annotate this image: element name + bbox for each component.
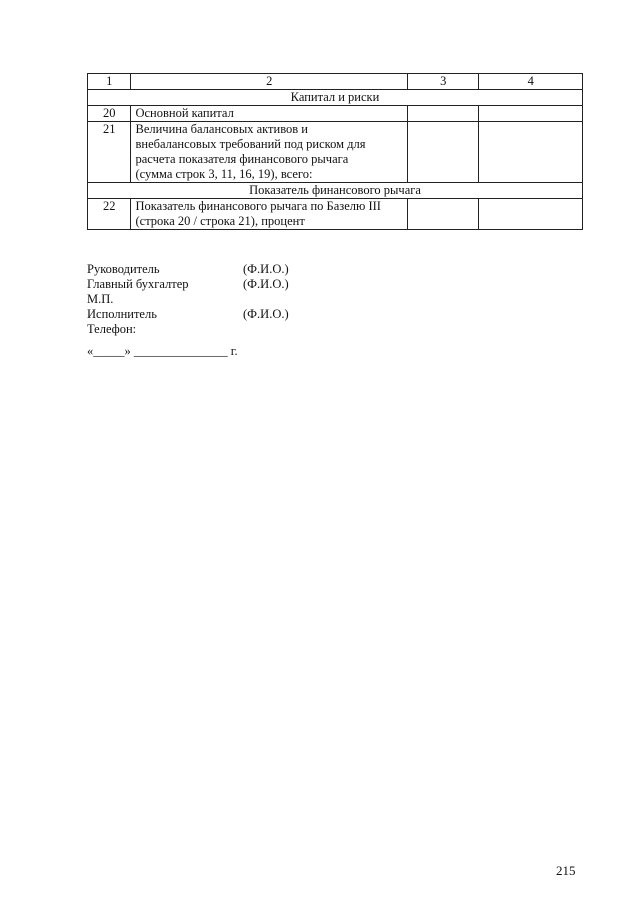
page-number: 215 bbox=[556, 863, 576, 878]
date-line: «_____» _______________ г. bbox=[87, 344, 238, 358]
value-cell-4 bbox=[479, 122, 583, 183]
executor-fio: (Ф.И.О.) bbox=[243, 307, 289, 321]
signature-row-phone bbox=[87, 322, 387, 337]
row-description bbox=[131, 199, 407, 230]
row-number: 22 bbox=[88, 199, 131, 230]
column-header-1: 1 bbox=[88, 74, 131, 90]
section-row-capital bbox=[88, 90, 583, 106]
table-row-20 bbox=[88, 106, 583, 122]
column-header-3: 3 bbox=[407, 74, 478, 90]
value-cell-3 bbox=[407, 122, 478, 183]
section-title-leverage: Показатель финансового рычага bbox=[88, 183, 583, 199]
accountant-fio: (Ф.И.О.) bbox=[243, 277, 289, 291]
row-description-line: Величина балансовых активов и bbox=[135, 122, 308, 136]
row-description bbox=[131, 122, 407, 183]
section-title-capital: Капитал и риски bbox=[88, 90, 583, 106]
value-cell-3 bbox=[407, 199, 478, 230]
signature-row-executor bbox=[87, 307, 387, 322]
signature-row-head bbox=[87, 262, 387, 277]
signature-row-accountant bbox=[87, 277, 387, 292]
head-fio: (Ф.И.О.) bbox=[243, 262, 289, 276]
row-number: 20 bbox=[88, 106, 131, 122]
head-label: Руководитель bbox=[87, 262, 160, 276]
row-number: 21 bbox=[88, 122, 131, 183]
row-description-line: (строка 20 / строка 21), процент bbox=[135, 214, 305, 228]
table-row-21 bbox=[88, 122, 583, 183]
row-description-line: расчета показателя финансового рычага bbox=[135, 152, 349, 166]
accountant-label: Главный бухгалтер bbox=[87, 277, 189, 291]
column-header-4: 4 bbox=[479, 74, 583, 90]
value-cell-4 bbox=[479, 106, 583, 122]
stamp-label: М.П. bbox=[87, 292, 114, 306]
table-header-row bbox=[88, 74, 583, 90]
leverage-report-table bbox=[87, 73, 583, 230]
row-description: Основной капитал bbox=[131, 106, 407, 122]
row-description-line: внебалансовых требований под риском для bbox=[135, 137, 366, 151]
column-header-2: 2 bbox=[131, 74, 407, 90]
phone-label: Телефон: bbox=[87, 322, 137, 336]
table-row-22 bbox=[88, 199, 583, 230]
signature-block bbox=[87, 262, 387, 337]
executor-label: Исполнитель bbox=[87, 307, 157, 321]
value-cell-3 bbox=[407, 106, 478, 122]
signature-row-stamp bbox=[87, 292, 387, 307]
value-cell-4 bbox=[479, 199, 583, 230]
row-description-line: Показатель финансового рычага по Базелю III bbox=[135, 199, 381, 213]
section-row-leverage bbox=[88, 183, 583, 199]
row-description-line: (сумма строк 3, 11, 16, 19), всего: bbox=[135, 167, 313, 181]
